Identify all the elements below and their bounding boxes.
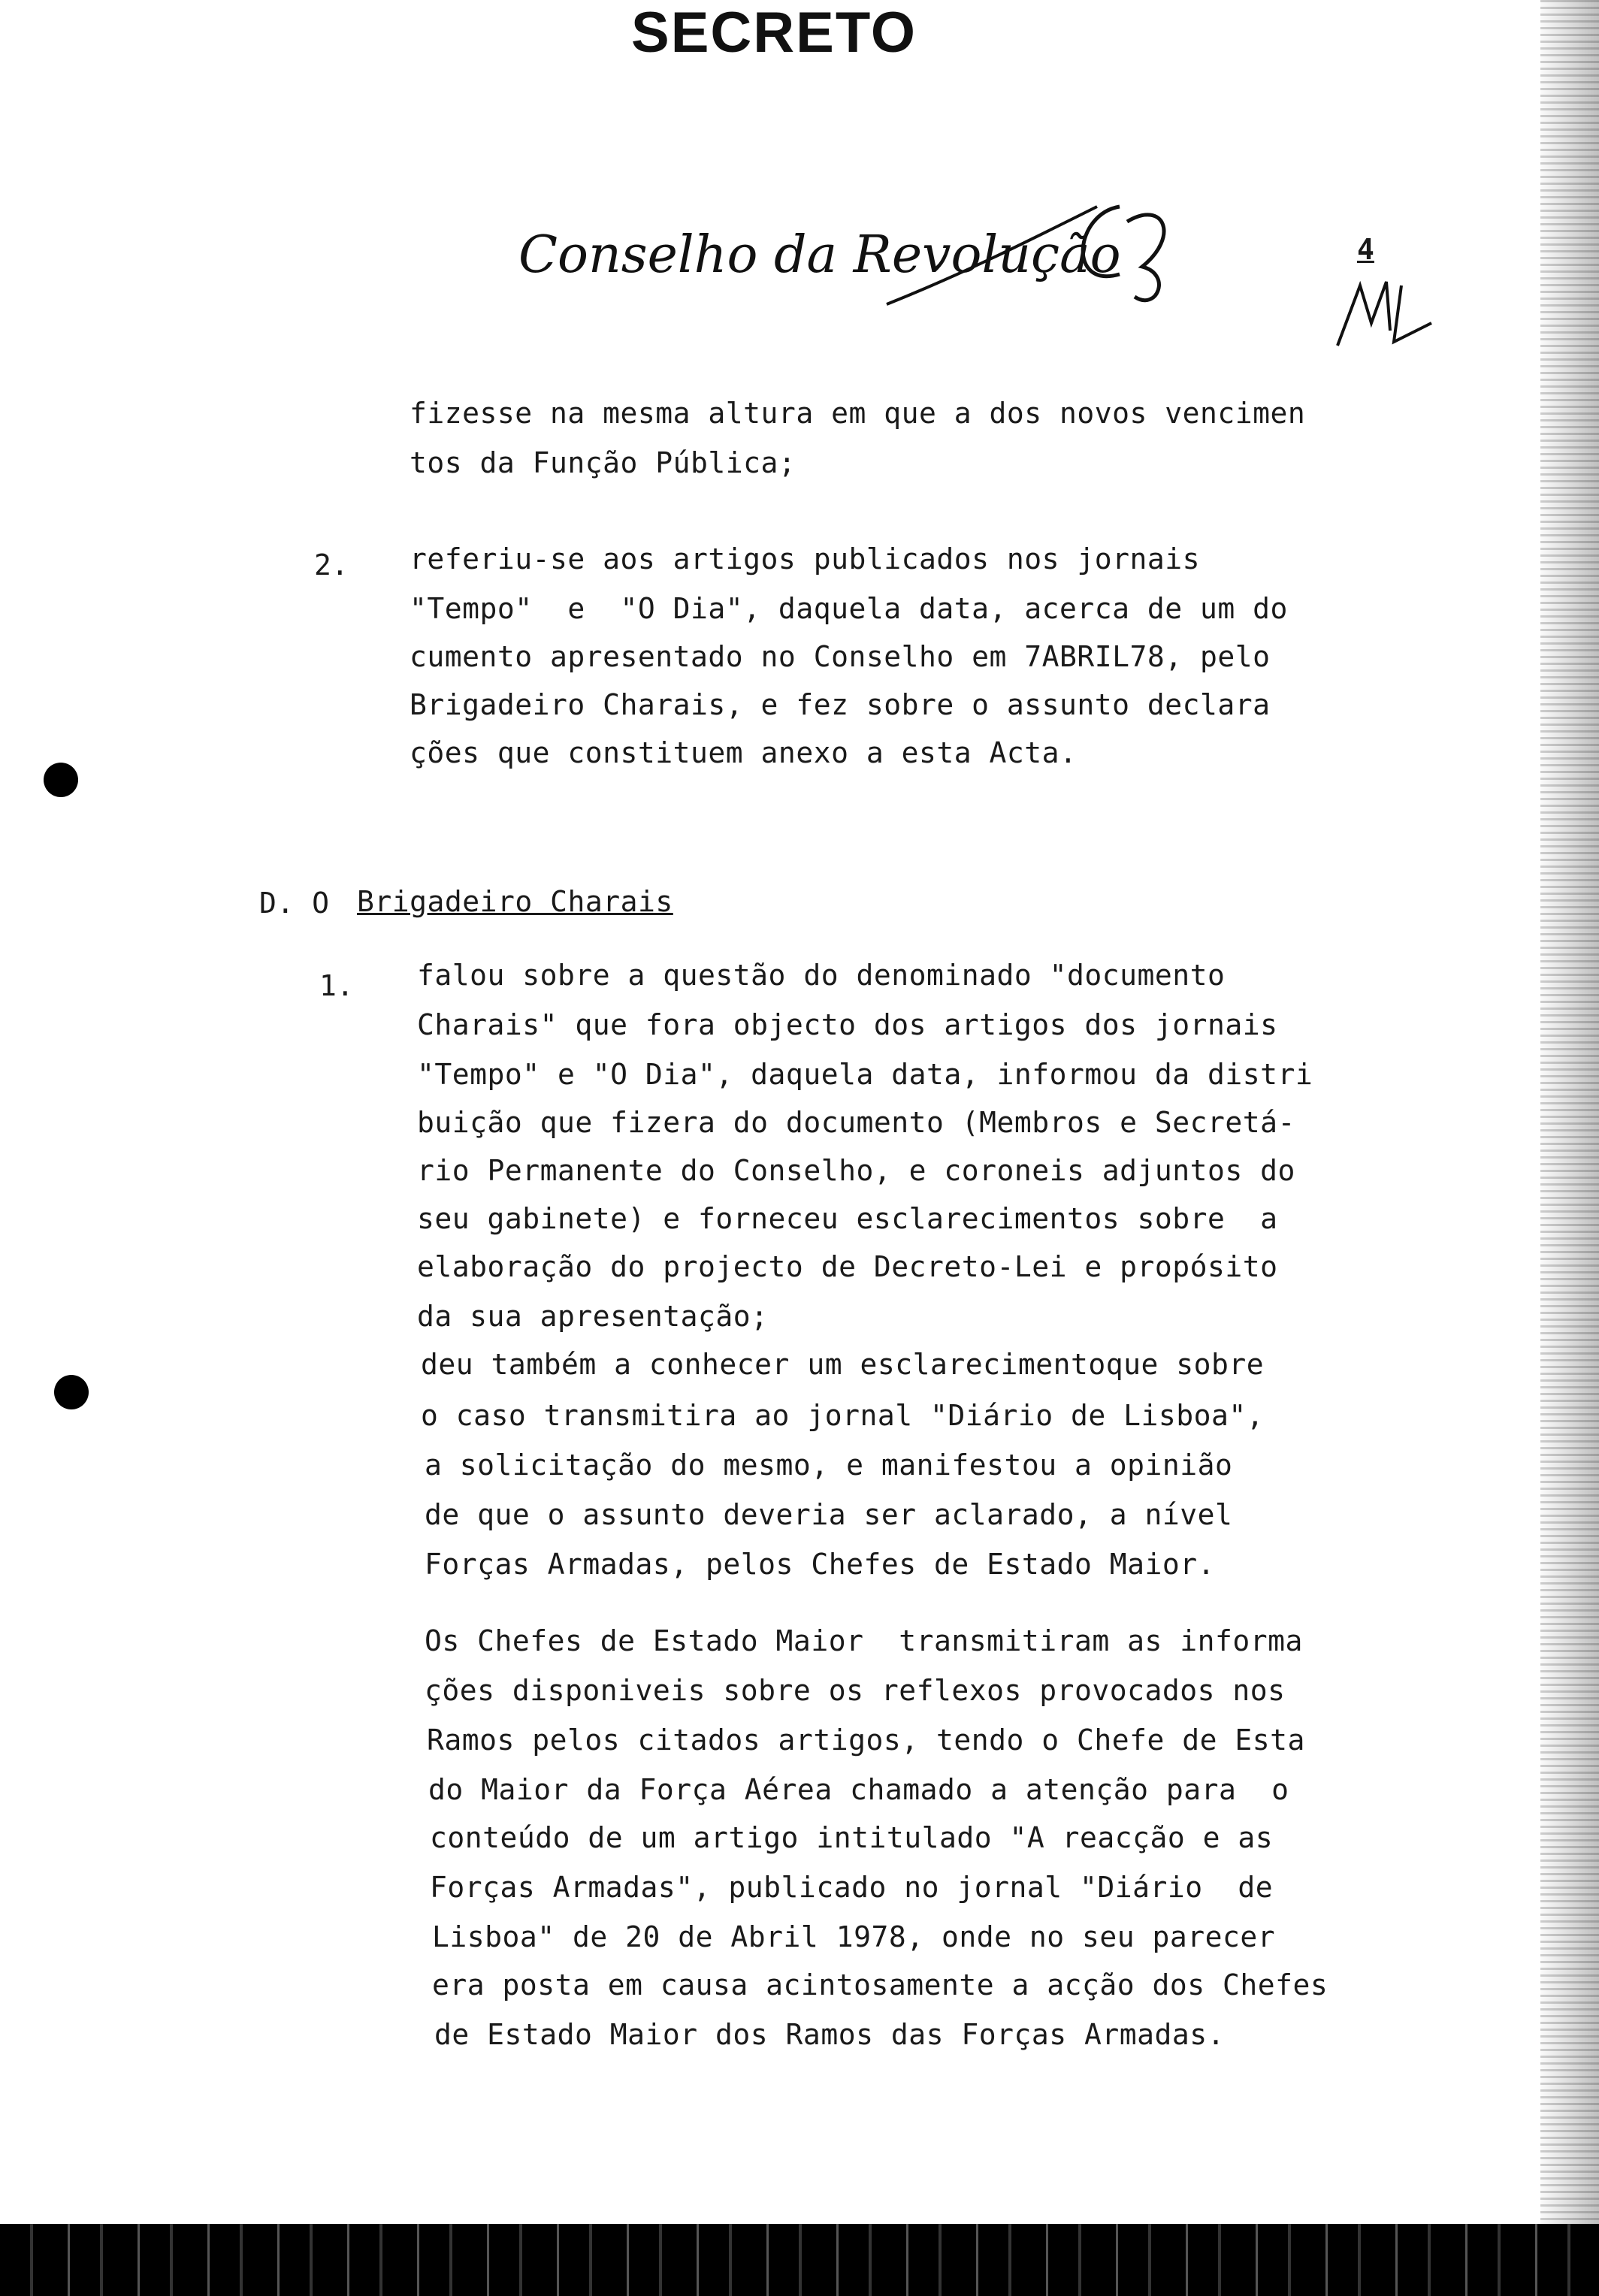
text-line: do Maior da Força Aérea chamado a atenção para o	[428, 1773, 1289, 1806]
text-line: de que o assunto deveria ser aclarado, a nível	[425, 1498, 1233, 1531]
text-line: conteúdo de um artigo intitulado "A reacção e as	[430, 1821, 1274, 1854]
item-number: 2.	[314, 548, 349, 582]
classification-stamp: SECRETO	[631, 1, 917, 65]
scan-edge-right	[1540, 0, 1599, 2224]
text-line: Charais" que fora objecto dos artigos dos jornais	[417, 1008, 1278, 1041]
punch-hole	[44, 763, 78, 797]
text-line: Forças Armadas, pelos Chefes de Estado Maior.	[425, 1548, 1216, 1581]
item-number: 1.	[319, 969, 354, 1002]
text-line: elaboração do projecto de Decreto-Lei e propósito	[417, 1250, 1278, 1283]
text-line: Os Chefes de Estado Maior transmitiram as informa	[425, 1624, 1303, 1657]
text-line: "Tempo" e "O Dia", daquela data, informou da distri	[417, 1058, 1313, 1091]
text-line: Forças Armadas", publicado no jornal "Diário de	[430, 1871, 1274, 1904]
scan-edge-bottom	[0, 2224, 1599, 2296]
text-line: cumento apresentado no Conselho em 7ABRIL78, pelo	[410, 640, 1271, 673]
text-line: falou sobre a questão do denominado "documento	[417, 959, 1226, 992]
text-line: Brigadeiro Charais, e fez sobre o assunto declara	[410, 688, 1271, 721]
handwritten-initials	[1330, 270, 1435, 353]
text-line: fizesse na mesma altura em que a dos novos vencimen	[410, 397, 1306, 430]
text-line: era posta em causa acintosamente a acção dos Chefes	[432, 1968, 1328, 2001]
letterhead-title: Conselho da Revolução	[518, 225, 1121, 285]
text-line: ções que constituem anexo a esta Acta.	[410, 736, 1078, 769]
text-line: referiu-se aos artigos publicados nos jornais	[410, 542, 1201, 576]
text-line: o caso transmitira ao jornal "Diário de Lisboa",	[421, 1399, 1265, 1432]
text-line: da sua apresentação;	[417, 1300, 769, 1333]
page-number: 4	[1357, 233, 1374, 266]
text-line: seu gabinete) e forneceu esclarecimentos sobre a	[417, 1202, 1278, 1235]
text-line: de Estado Maior dos Ramos das Forças Armadas.	[434, 2018, 1226, 2051]
text-line: deu também a conhecer um esclarecimentoque sobre	[421, 1348, 1265, 1381]
text-line: ções disponiveis sobre os reflexos provocados nos	[425, 1674, 1286, 1707]
text-line: a solicitação do mesmo, e manifestou a opinião	[425, 1449, 1233, 1482]
signature-flourish	[872, 184, 1187, 319]
punch-hole	[54, 1375, 89, 1409]
text-line: Lisboa" de 20 de Abril 1978, onde no seu parecer	[432, 1920, 1276, 1953]
text-line: tos da Função Pública;	[410, 446, 796, 479]
text-line: rio Permanente do Conselho, e coroneis adjuntos do	[417, 1154, 1295, 1187]
text-line: Ramos pelos citados artigos, tendo o Chefe de Esta	[427, 1724, 1305, 1757]
text-line: "Tempo" e "O Dia", daquela data, acerca de um do	[410, 592, 1288, 625]
text-line: buição que fizera do documento (Membros e Secretá-	[417, 1106, 1295, 1139]
section-prefix: D. O	[259, 887, 330, 920]
section-heading: Brigadeiro Charais	[357, 885, 673, 918]
